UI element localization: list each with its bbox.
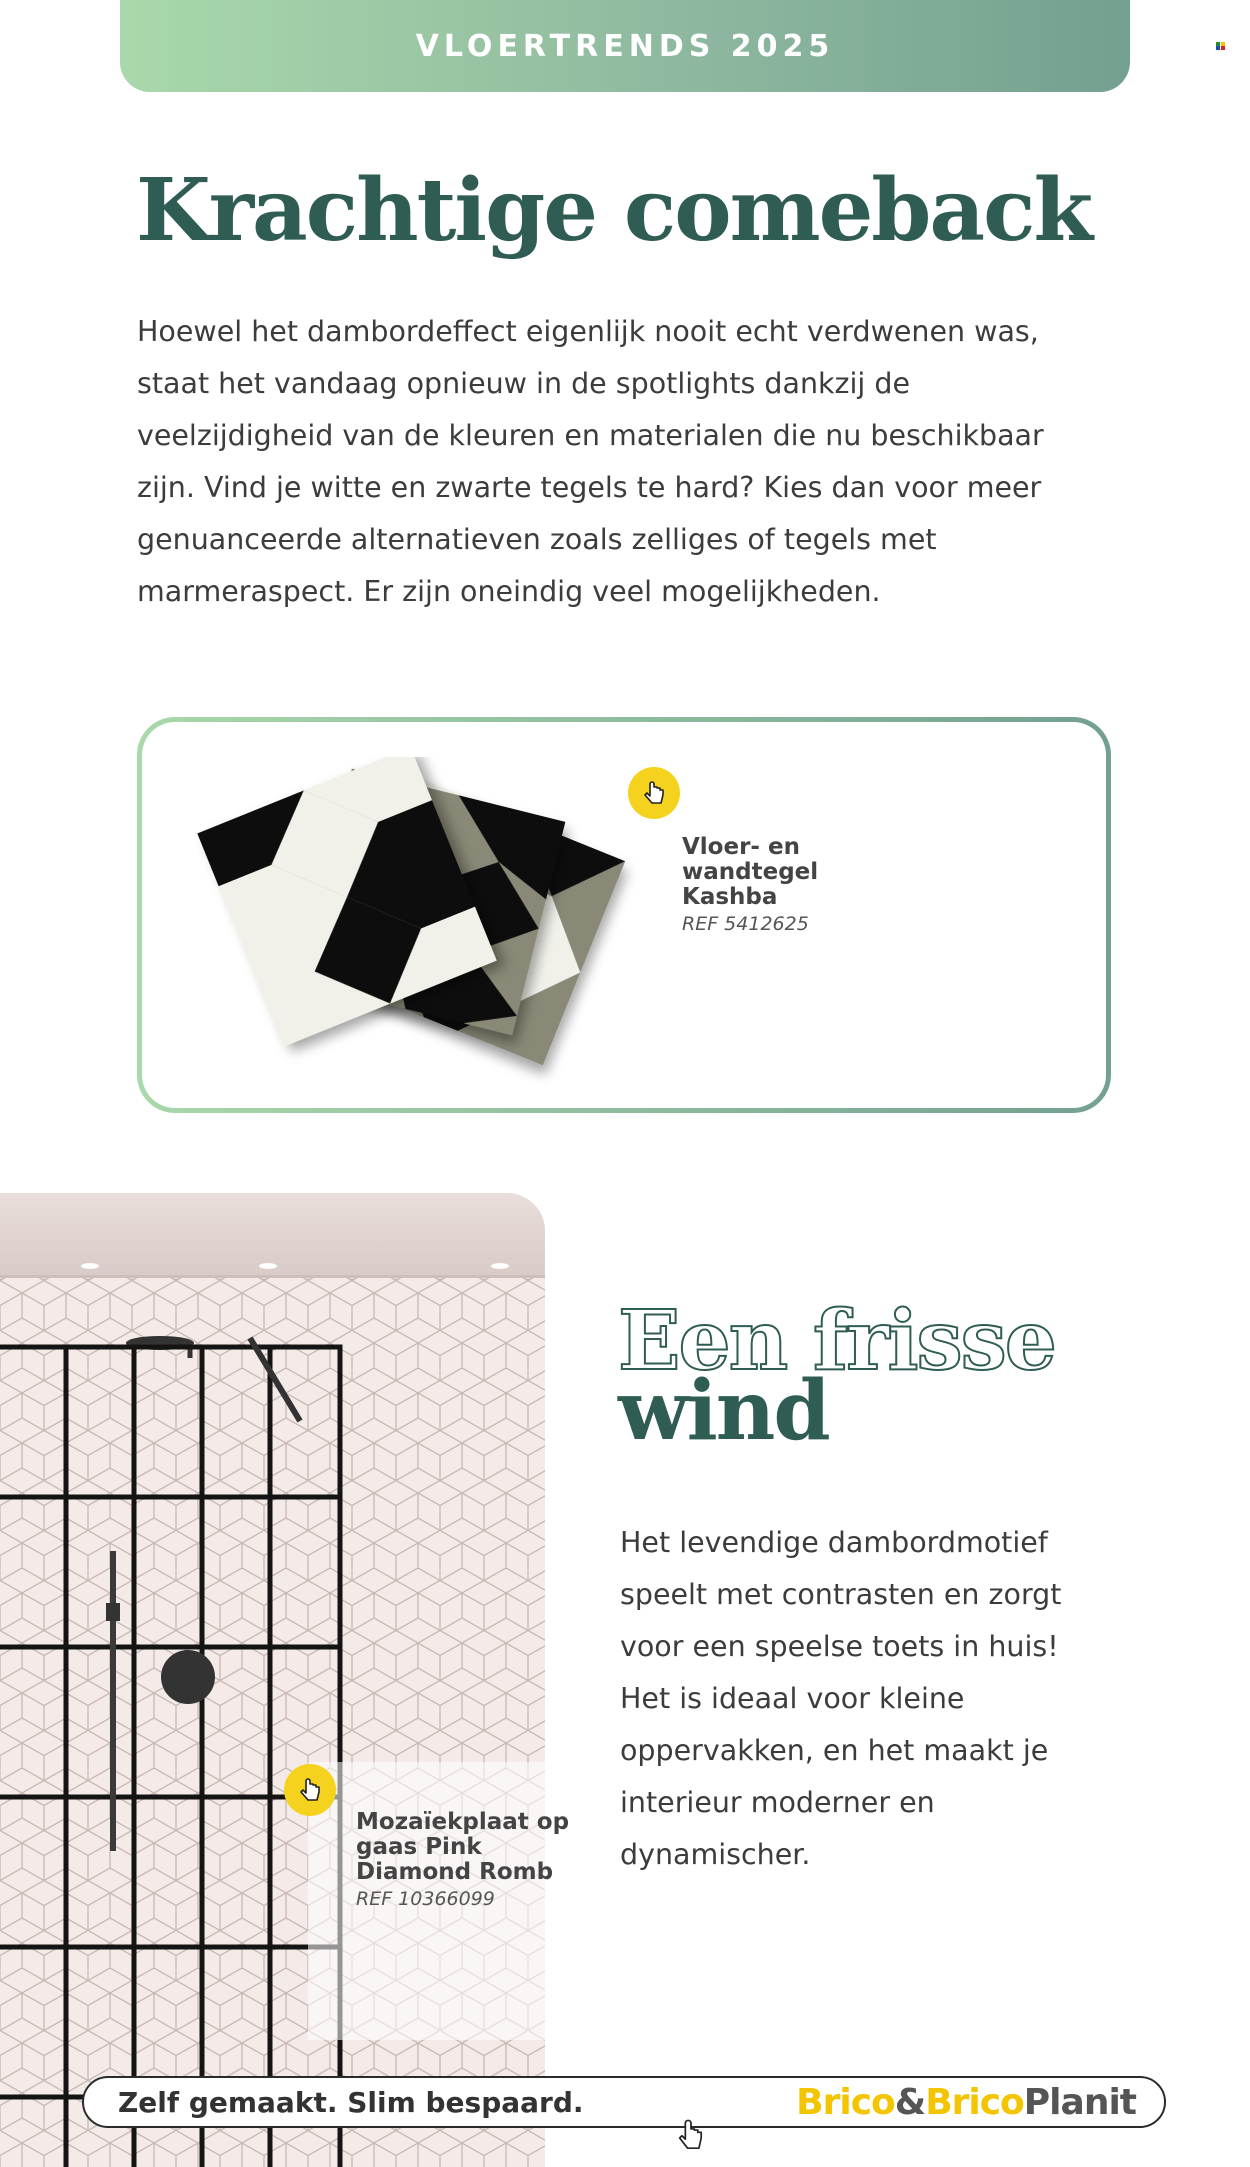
section2-title-light: Een frisse (618, 1293, 1055, 1389)
trend-banner (120, 0, 1130, 92)
corner-marker-icon (1216, 42, 1226, 50)
product-name-line: wandtegel (682, 859, 819, 885)
product-name-line: gaas Pink (356, 1834, 482, 1860)
product-name-line: Vloer- en (682, 834, 800, 860)
section1-body: Hoewel het dambordeffect eigenlijk nooit echt verdwenen was, staat het vandaag opnieuw in de spotlights dankzij de veelzijdigheid van de kleuren en materialen die nu beschikbaar zijn. Vind je witte en zwarte tegels te hard? Kies dan voor meer genuanceerde alternatieven zoals zelliges of tegels met marmeraspect. Er zijn oneindig veel mogelijkheden. (137, 315, 1044, 608)
tap-hand-icon[interactable] (284, 1764, 336, 1816)
footer-slogan: Zelf gemaakt. Slim bespaard. (118, 2086, 584, 2119)
product-card-kashba (137, 717, 1111, 1113)
hand-cursor-icon (674, 2118, 708, 2158)
banner-title: VLOERTRENDS 2025 (415, 28, 835, 64)
section1-title: Krachtige comeback (136, 160, 1092, 261)
tap-hand-icon[interactable] (628, 767, 680, 819)
logo-planit: Planit (1023, 2082, 1136, 2123)
logo-ampersand: & (894, 2082, 926, 2123)
section2-title-bold: wind (618, 1363, 829, 1459)
product-name-line: Kashba (682, 884, 778, 910)
product-name-line: Mozaïekplaat op (356, 1809, 570, 1835)
brand-logo[interactable] (796, 2082, 1136, 2123)
product-ref: REF 5412625 (682, 913, 809, 935)
logo-brico: Brico (796, 2082, 895, 2123)
kashba-tile-image (182, 757, 702, 1127)
product-label-mosaic (356, 1810, 569, 1910)
product-name-line: Diamond Romb (356, 1859, 554, 1885)
section2-body: Het levendige dambordmotief speelt met contrasten en zorgt voor een speelse toets in huis! Het is ideaal voor kleine oppervakken, en het maakt je interieur moderner en dynamischer. (620, 1526, 1062, 1871)
logo-brico-2: Brico (925, 2082, 1024, 2123)
product-ref: REF 10366099 (356, 1888, 495, 1910)
product-label-kashba (682, 835, 818, 935)
footer-bar (82, 2076, 1166, 2128)
